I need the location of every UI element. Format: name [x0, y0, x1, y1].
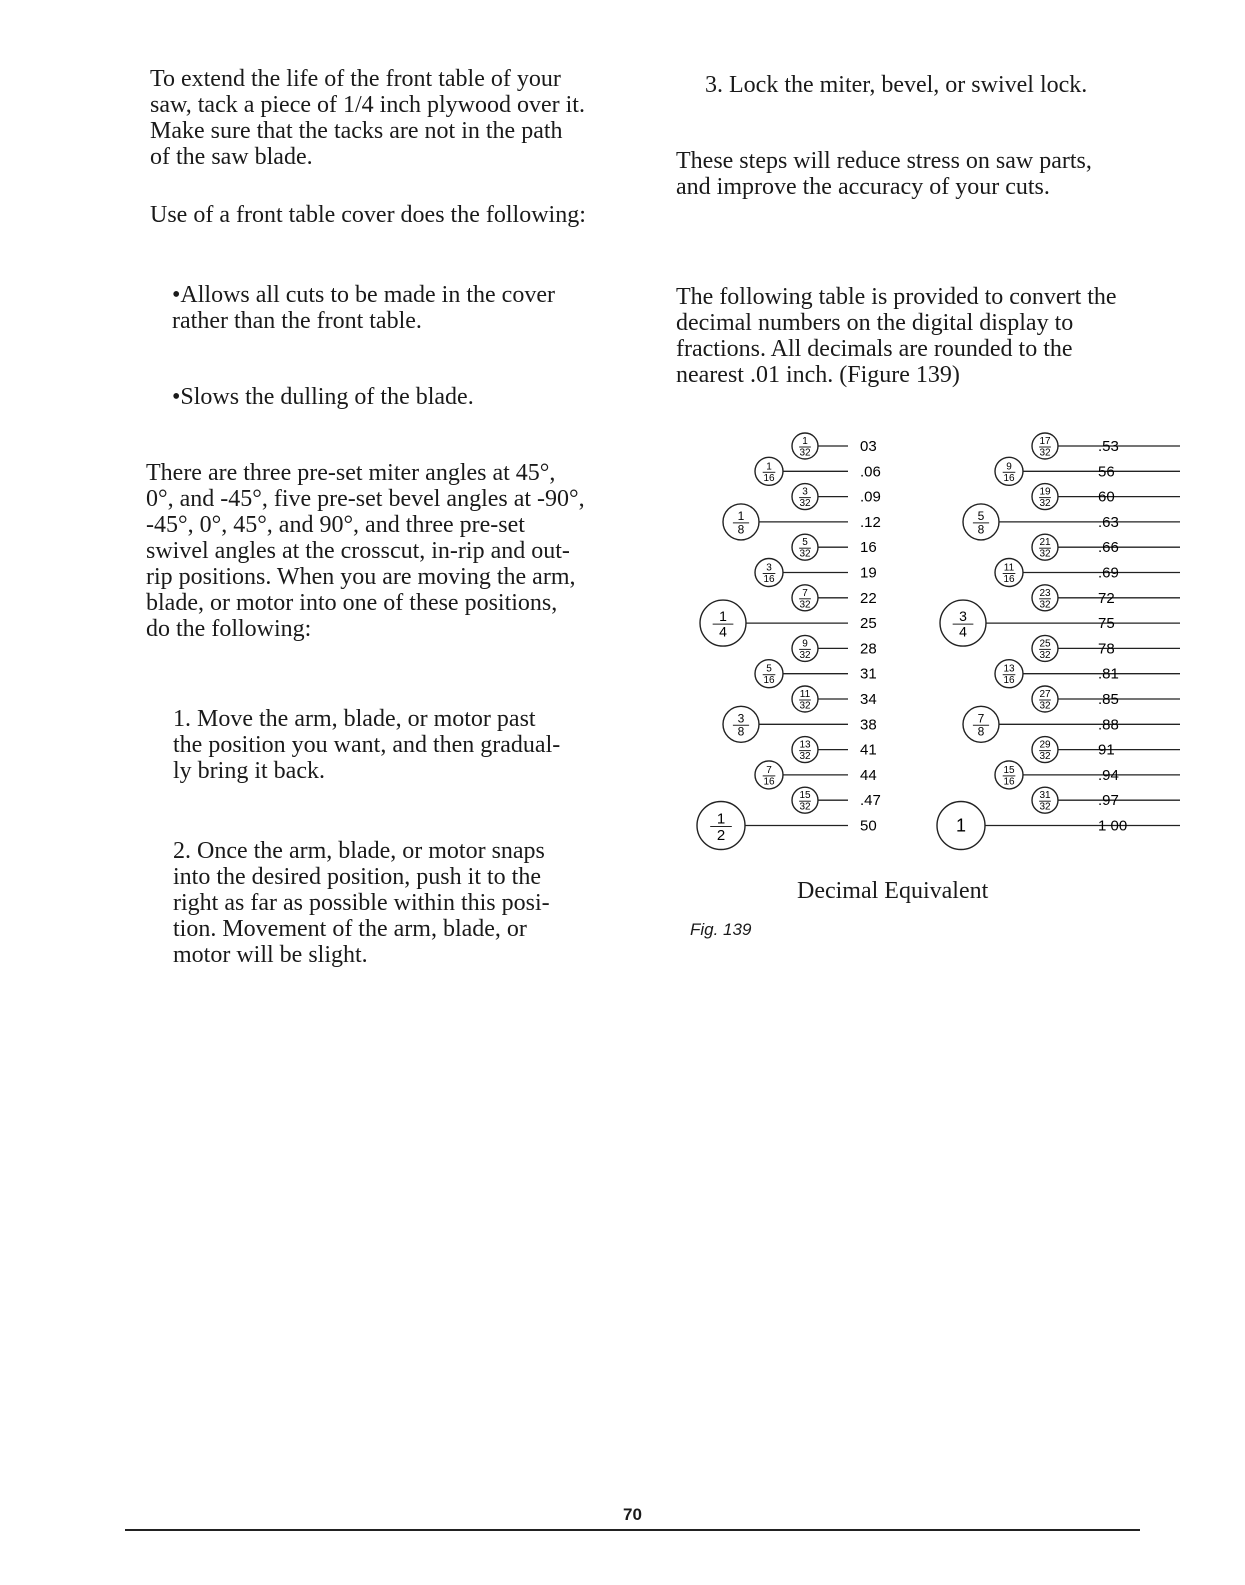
text-line: 2. Once the arm, blade, or motor snaps: [173, 838, 545, 864]
fraction-numerator: 11: [799, 689, 811, 700]
text-line: motor will be slight.: [173, 942, 368, 968]
fraction-denominator: 16: [763, 776, 775, 788]
decimal-value: .53: [1098, 438, 1119, 455]
decimal-value: .66: [1098, 539, 1119, 557]
paragraph-table-cover-intro: [150, 66, 585, 170]
fraction-denominator: 32: [799, 700, 811, 712]
fraction-numerator: 19: [1039, 486, 1051, 498]
text-line: do the following:: [146, 616, 312, 642]
decimal-value: 03: [860, 438, 877, 455]
step-3: [705, 72, 1087, 98]
decimal-value: .12: [860, 513, 881, 531]
decimal-value: 72: [1098, 589, 1115, 607]
fraction-numerator: 3: [802, 486, 808, 498]
text-line: To extend the life of the front table of your: [150, 66, 561, 92]
decimal-value: 1 00: [1098, 817, 1128, 835]
fraction-numerator: 23: [1039, 587, 1051, 599]
fraction-denominator: 16: [1003, 472, 1015, 484]
fraction-numerator: 11: [1003, 562, 1015, 574]
fraction-denominator: 32: [1039, 447, 1051, 459]
fraction-denominator: 16: [763, 675, 775, 687]
text-line: nearest .01 inch. (Figure 139): [676, 362, 960, 388]
fraction-numerator: 1: [719, 608, 727, 625]
fraction-numerator: 21: [1039, 537, 1051, 549]
fraction-denominator: 32: [799, 599, 811, 611]
fraction-numerator: 5: [977, 508, 985, 523]
fraction-numerator: 7: [766, 764, 772, 776]
fraction-numerator: 17: [1039, 436, 1051, 447]
fraction-denominator: 8: [737, 724, 745, 739]
text-line: into the desired position, push it to the: [173, 864, 541, 890]
fraction-numerator: 1: [766, 461, 772, 473]
fraction-numerator: 15: [1003, 764, 1015, 776]
bullet-slows-dulling: [172, 384, 474, 410]
decimal-value: .85: [1098, 691, 1119, 708]
fraction-whole: 1: [955, 815, 967, 836]
text-line: There are three pre-set miter angles at 45°,: [146, 460, 556, 486]
text-line: right as far as possible within this posi-: [173, 890, 550, 916]
text-line: ly bring it back.: [173, 758, 325, 784]
page-number: 70: [623, 1505, 642, 1524]
fraction-numerator: 1: [716, 810, 726, 828]
fraction-numerator: 5: [766, 663, 772, 675]
step-1: [173, 706, 560, 784]
fraction-denominator: 32: [799, 751, 811, 763]
fraction-denominator: 32: [799, 801, 811, 813]
decimal-value: .97: [1098, 792, 1119, 810]
fraction-numerator: 13: [1003, 663, 1015, 675]
fraction-denominator: 32: [799, 498, 811, 510]
fraction-denominator: 32: [799, 447, 811, 459]
text-line: swivel angles at the crosscut, in-rip and out-: [146, 538, 570, 564]
fraction-numerator: 9: [1006, 461, 1012, 473]
decimal-value: .88: [1098, 716, 1119, 734]
decimal-value: 75: [1098, 615, 1115, 633]
fraction-denominator: 16: [1003, 776, 1015, 788]
fraction-numerator: 3: [737, 711, 745, 726]
decimal-value: 56: [1098, 463, 1115, 481]
decimal-value: .81: [1098, 665, 1119, 683]
text-line: 1. Move the arm, blade, or motor past: [173, 706, 536, 732]
decimal-value: 25: [860, 615, 877, 633]
decimal-value: 19: [860, 564, 877, 582]
text-line: decimal numbers on the digital display to: [676, 310, 1074, 336]
paragraph-reduce-stress: [676, 148, 1092, 200]
fraction-numerator: 7: [977, 711, 985, 726]
fraction-denominator: 16: [1003, 675, 1015, 687]
text-line: •Slows the dulling of the blade.: [172, 384, 474, 410]
fraction-denominator: 4: [719, 623, 727, 640]
fraction-denominator: 16: [1003, 574, 1015, 585]
fraction-denominator: 32: [1039, 599, 1051, 611]
paragraph-cover-uses: [150, 202, 586, 228]
fraction-numerator: 7: [802, 587, 808, 599]
decimal-value: .09: [860, 488, 881, 506]
text-line: Use of a front table cover does the following:: [150, 202, 586, 228]
decimal-value: 50: [860, 817, 877, 835]
fraction-numerator: 1: [802, 436, 808, 447]
fraction-numerator: 1: [737, 508, 745, 523]
fraction-denominator: 4: [959, 623, 967, 640]
fraction-denominator: 2: [716, 826, 726, 844]
decimal-value: 41: [860, 741, 877, 759]
text-line: -45°, 0°, 45°, and 90°, and three pre-set: [146, 512, 525, 538]
fraction-denominator: 32: [1039, 751, 1051, 763]
fraction-denominator: 8: [977, 724, 985, 739]
text-line: Make sure that the tacks are not in the path: [150, 118, 563, 144]
fraction-denominator: 32: [1039, 649, 1051, 661]
fraction-denominator: 32: [799, 649, 811, 661]
fraction-denominator: 32: [1039, 548, 1051, 560]
decimal-value: .94: [1098, 766, 1119, 784]
text-line: •Allows all cuts to be made in the cover: [172, 282, 555, 308]
fraction-denominator: 32: [799, 548, 811, 560]
fraction-numerator: 5: [802, 537, 808, 549]
figure-caption: Decimal Equivalent: [797, 878, 989, 904]
decimal-value: 28: [860, 640, 877, 658]
fraction-numerator: 29: [1039, 739, 1051, 751]
text-line: saw, tack a piece of 1/4 inch plywood over it.: [150, 92, 585, 118]
paragraph-conversion-table: [676, 284, 1117, 388]
text-line: blade, or motor into one of these positions,: [146, 590, 558, 616]
fraction-denominator: 32: [1039, 498, 1051, 510]
text-line: fractions. All decimals are rounded to the: [676, 336, 1073, 362]
decimal-value: 34: [860, 691, 877, 708]
decimal-value: .63: [1098, 513, 1119, 531]
text-line: These steps will reduce stress on saw parts,: [676, 148, 1092, 174]
text-line: 0°, and -45°, five pre-set bevel angles at -90°,: [146, 486, 585, 512]
text-line: 3. Lock the miter, bevel, or swivel lock.: [705, 72, 1088, 98]
text-line: tion. Movement of the arm, blade, or: [173, 916, 527, 942]
decimal-value: .06: [860, 463, 881, 481]
fraction-denominator: 8: [737, 522, 745, 537]
fraction-numerator: 3: [959, 608, 967, 625]
decimal-value: .47: [860, 792, 881, 810]
decimal-value: 38: [860, 716, 877, 734]
decimal-value: 44: [860, 766, 877, 784]
decimal-value: 91: [1098, 741, 1115, 759]
text-line: rather than the front table.: [172, 308, 422, 334]
fraction-numerator: 31: [1039, 790, 1051, 802]
text-line: and improve the accuracy of your cuts.: [676, 174, 1050, 200]
text-line: rip positions. When you are moving the arm,: [146, 564, 576, 590]
fraction-numerator: 13: [799, 739, 811, 751]
fraction-denominator: 32: [1039, 700, 1051, 712]
fraction-numerator: 27: [1039, 689, 1051, 700]
fraction-numerator: 25: [1039, 638, 1051, 650]
fraction-denominator: 16: [763, 574, 775, 585]
bullet-cuts-in-cover: [172, 282, 555, 334]
fraction-numerator: 15: [799, 790, 811, 802]
figure-label: Fig. 139: [690, 920, 752, 939]
decimal-value: .69: [1098, 564, 1119, 582]
decimal-value: 60: [1098, 488, 1115, 506]
footer-rule: [125, 1529, 1140, 1531]
fraction-numerator: 9: [802, 638, 808, 650]
text-line: The following table is provided to convert the: [676, 284, 1117, 310]
decimal-value: 16: [860, 539, 877, 557]
decimal-value: 31: [860, 665, 877, 683]
decimal-value: 22: [860, 589, 877, 607]
fraction-denominator: 8: [977, 522, 985, 537]
fraction-denominator: 32: [1039, 801, 1051, 813]
fraction-denominator: 16: [763, 472, 775, 484]
decimal-equivalent-figure: [690, 428, 1180, 868]
text-line: of the saw blade.: [150, 144, 313, 170]
text-line: the position you want, and then gradual-: [173, 732, 561, 758]
decimal-value: 78: [1098, 640, 1115, 658]
fraction-numerator: 3: [766, 562, 772, 574]
paragraph-preset-angles: [146, 460, 585, 642]
step-2: [173, 838, 550, 968]
